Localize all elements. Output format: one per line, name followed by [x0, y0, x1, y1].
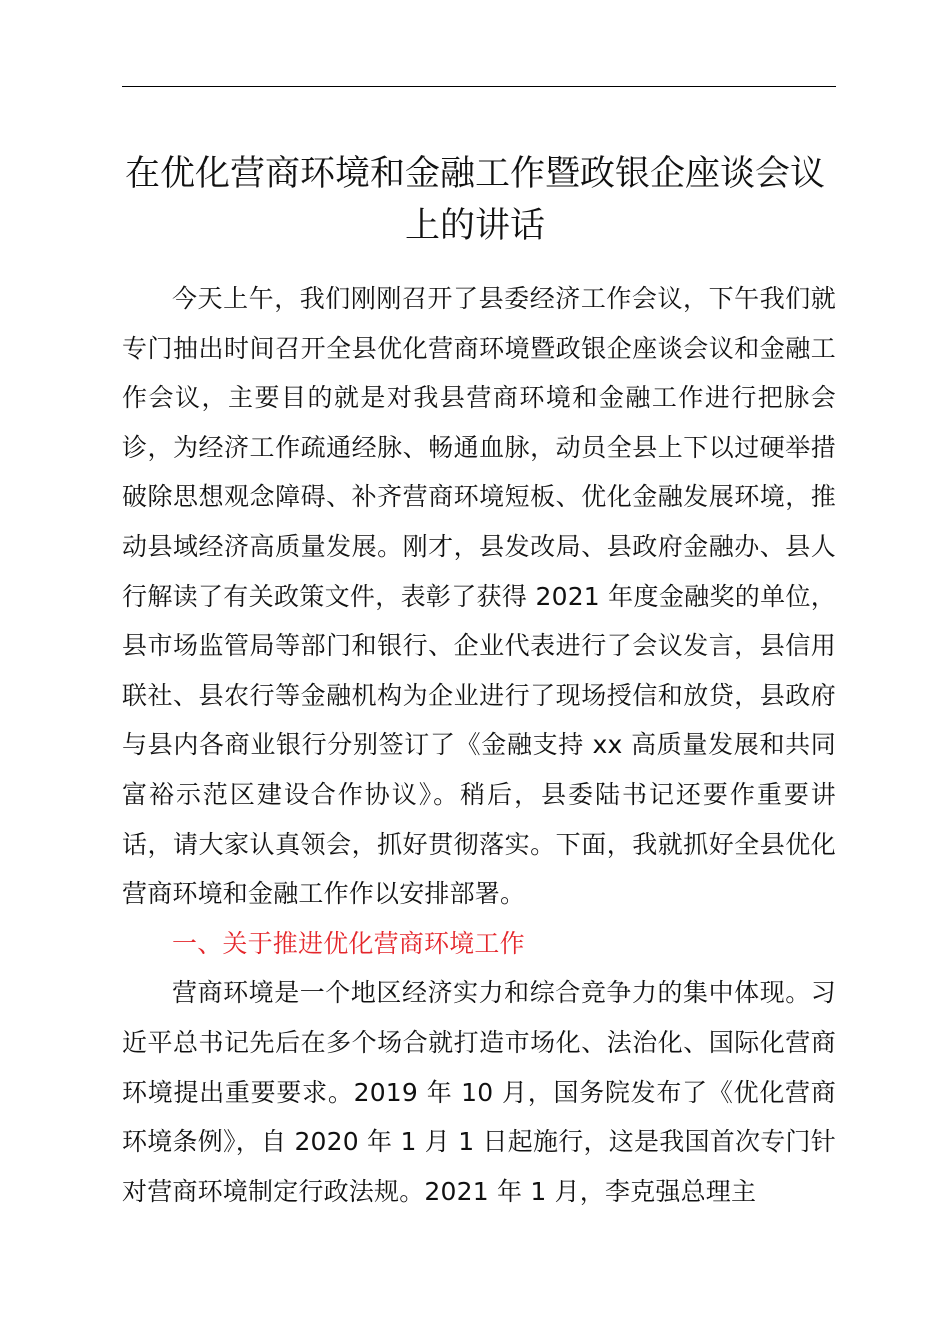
title-line-1: 在优化营商环境和金融工作暨政银企座谈会议	[124, 154, 825, 194]
document-title	[100, 148, 850, 252]
title-line-2: 上的讲话	[404, 206, 545, 246]
section-heading-1: 一、关于推进优化营商环境工作	[172, 928, 525, 958]
header-rule	[122, 86, 836, 87]
document-body	[122, 274, 836, 1216]
body-paragraph-2: 营商环境是一个地区经济实力和综合竞争力的集中体现。习近平总书记先后在多个场合就打造市场化、法治化、国际化营商环境提出重要要求。2019 年 10 月，国务院发布了《优化营商环境条例》，自 2020 年 1 月 1 日起施行，这是我国首次专门针对营商环境制定行政法规。2021 年 1 月，李克强总理主	[122, 978, 836, 1206]
body-paragraph-1: 今天上午，我们刚刚召开了县委经济工作会议，下午我们就专门抽出时间召开全县优化营商环境暨政银企座谈会议和金融工作会议，主要目的就是对我县营商环境和金融工作进行把脉会诊，为经济工作疏通经脉、畅通血脉，动员全县上下以过硬举措破除思想观念障碍、补齐营商环境短板、优化金融发展环境，推动县域经济高质量发展。刚才，县发改局、县政府金融办、县人行解读了有关政策文件，表彰了获得 2021 年度金融奖的单位，县市场监管局等部门和银行、企业代表进行了会议发言，县信用联社、县农行等金融机构为企业进行了现场授信和放贷，县政府与县内各商业银行分别签订了《金融支持 xx 高质量发展和共同富裕示范区建设合作协议》。稍后，县委陆书记还要作重要讲话，请大家认真领会，抓好贯彻落实。下面，我就抓好全县优化营商环境和金融工作作以安排部署。	[122, 284, 836, 909]
